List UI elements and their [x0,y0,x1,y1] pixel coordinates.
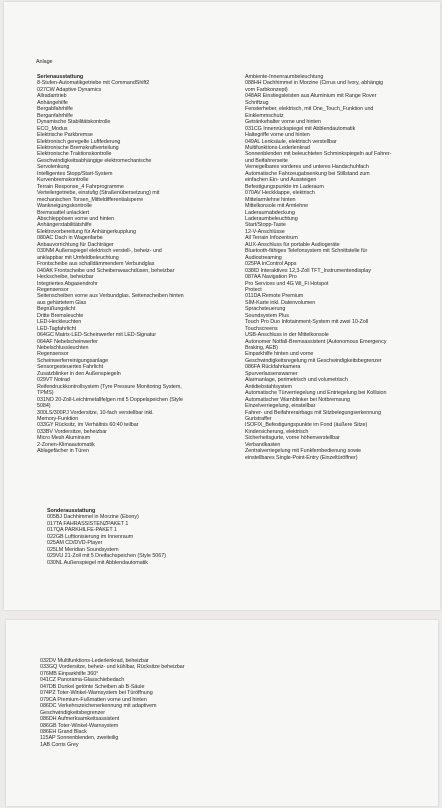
list-item: Bremssattel unlackiert [37,209,89,216]
list-item: 033BV Vordersitze, beheizbar [37,428,107,435]
list-item: Zusatzblinker in den Außenspiegeln [37,370,121,377]
list-item: 030NM Außenspiegel elektrisch verstell-, beheiz- und [37,248,162,255]
list-item: Laderaumabdeckung [245,209,295,216]
list-item: Anbauvorrichtung für Dachträger [37,241,114,248]
list-item: 8-Stufen-Automatikgetriebe mit CommandShift2 [37,80,150,87]
list-item: Haltegriffe vorne und hinten [245,132,310,139]
list-item: 1AB Corris Grey [40,741,79,748]
list-item: Ablagefächer in Türen [37,448,89,455]
list-item: ISOFIX_Befestigungspunkte im Fond (äußere Sitze) [245,422,368,429]
list-item: Verbandkasten [245,441,281,448]
list-item: 064GC Matrix-LED-Scheinwerfer mit LED-Signatur [37,332,157,339]
list-item: Pro Services und 4G Wi_Fi Hotspot [245,280,329,287]
list-item: Integriertes Abgasendrohr [37,280,98,287]
list-item: 017TA FAHRASSISTENZPAKET 1 [47,520,129,527]
list-item: 030NL Außenspiegel mit Abblendautomatik [47,559,148,566]
list-item: Geschwindigkeitsabhängige elektromechanische [37,157,152,164]
list-item: All Terrain Infozentrum [245,235,298,242]
list-item: Frontscheibe aus schalldämmendem Verbundglas [37,261,155,268]
list-item: Ambiente-Innenraumbeleuchtung [245,74,324,80]
list-item: einstellbares Single-Point-Entry (Einzeltüröffner) [245,454,358,461]
list-item: LED-Tagfahrlicht [37,325,77,332]
list-item: Berganfahrhilfe [37,112,73,119]
list-item: TPMS) [37,390,54,397]
list-item: Schriftzug [245,99,269,106]
list-item: 076MB Einparkhilfe 360° [40,670,99,677]
list-item: 2-Zonen-Klimaautomatik [37,441,95,448]
list-item: 086DH Aufmerksamkeitsassistent [40,716,120,723]
list-item: Servolenkung [37,164,70,171]
list-item: Alarmanlage, perimetrisch und volumetrisch [245,377,348,384]
list-item: Autonomer Notfall-Bremsassistent (Autonomous Emergency [245,338,387,345]
standard-equipment-list-right [245,74,435,461]
list-item: Heckscheibe, beheizbar [37,274,94,281]
list-item: Regensensor [37,286,69,293]
list-item: 041CZ Panorama-Glasschiebedach [40,677,125,684]
list-item: anklappbar mit Umfeldbeleuchtung [37,254,119,261]
list-item: Einparkhilfe hinten und vorne [245,351,314,358]
list-item: Bergabfahrhilfe [37,106,73,113]
list-item: 025PA InControl Apps [245,261,297,268]
list-item: Audiostreaming [245,254,282,261]
list-item: Soundsystem Plus [245,312,289,319]
list-item: Laderaumbeleuchtung [245,215,298,222]
list-item: mechanischen Torsen_Mitteldifferentialsperre [37,196,144,203]
list-item: Elektrovorbereitung für Anhängerkupplung [37,228,136,235]
list-item: 031CG Innenrückspiegel mit Abblendautomatik [245,125,356,132]
list-item: Touch Pro Duo Infotainment-System mit zwei 10-Zoll [245,319,369,326]
list-item: Multifunktions-Lederlenkrad [245,144,310,151]
list-item: Einklemmschutz [245,112,284,119]
list-item: Sprachsteuerung [245,306,286,313]
list-item: Automatische Türverriegelung und Entriegelung bei Kollision [245,390,387,397]
list-item: Wankneigungskontrolle [37,203,92,210]
list-item: 086GB Toter-Winkel-Warnsystem [40,722,119,729]
list-item: 087AA Navigation Pro [245,274,297,281]
list-item: Fensterheber, elektrisch, mit One_Touch_Funktion und [245,106,374,113]
list-item: ECO_Modus [37,125,68,132]
list-item: einfachen Ein- und Aussteigen [245,177,317,184]
list-item: Sonnenblenden mit beleuchteten Schminkspiegeln auf Fahrer- [245,151,392,158]
list-item: 300LS/300PJ Vordersitze, 10-fach verstellbar inkl. [37,409,154,416]
list-item: Mittelarmlehne hinten [245,196,296,203]
list-item: Abschleppösen vorne und hinten [37,215,115,222]
list-item: 022GB Luftionisierung im Innenraum [47,533,134,540]
standard-equipment-list-left [37,80,237,454]
list-item: Dynamische Stabilitätskontrolle [37,119,111,126]
list-item: SIM-Karte inkl. Datenvolumen [245,299,316,306]
list-item: Kurvenbremskontrolle [37,177,89,184]
optional-equipment-list-continued [40,658,280,748]
list-item: Protect [245,286,262,293]
list-item: 064AF Nebelscheinwerfer [37,338,98,345]
list-item: Automatischer Warnblinker bei Notbremsung [245,396,351,403]
list-item: 038ID Interaktives 12,3-Zoll TFT_Instrumentendisplay [245,267,371,274]
list-item: Antidiebstahlsystem [245,383,292,390]
list-item: 047DB Dunkel getönte Scheiben ab B-Säule [40,683,145,690]
list-item: Vernegelbares vorderes und unteres Handschuhfach [245,164,369,171]
list-item: aus gehärtetem Glas [37,299,87,306]
list-item: LED-Heckleuchten [37,319,82,326]
list-item: Anhängerstabilitätshilfe [37,222,92,229]
list-item: Mittelkonsole mit Armlehne [245,203,309,210]
list-item: Braking, AEB) [245,345,278,352]
list-item: 115AP Sonnenblenden, zweiteilig [40,735,119,742]
list-item: Kindersicherung, elektrisch [245,428,309,435]
list-item: 074PZ Toter-Winkel-Warnsystem bei Türöffnung [40,690,153,697]
list-item: 032DV Multifunktions-Lederlenkrad, beheizbar [40,658,149,664]
list-item: 048AR Einstiegsleisten aus Aluminium mit Range Rover [245,93,377,100]
list-item: Geschwindigkeitsregelung mit Geschwindigkeitsbegrenzer [245,357,382,364]
optional-equipment-heading: Sonderausstattung [47,508,96,514]
document-page-1 [4,2,440,610]
list-item: 005BJ Dachhimmel in Morzine (Ebony) [47,514,139,521]
optional-equipment-section [47,508,247,566]
annex-label: Anlage [36,59,53,65]
list-item: Seitenscheiben vorne aus Verbundglas. Seitenscheiben hinten [37,293,184,300]
list-item: 049AL Lenksäule, elektrisch verstellbar [245,138,337,145]
list-item: 088HH Dachhimmel in Morzine (Cirrus und Ivory, abhängig [245,80,383,87]
list-item: 025AM CD/DVD-Player [47,540,103,547]
list-item: 086EH Grand Black [40,728,87,735]
list-item: Allradantrieb [37,93,67,100]
list-item: 040AK Frontscheibe und Scheibenwaschdüsen, beheizbar [37,267,175,274]
list-item: 011DA Remote Premium [245,293,304,300]
list-item: vom Farbkonzept) [245,86,288,93]
list-item: 027CW Adaptive Dynamics [37,86,102,93]
list-item: Einzelverriegelung, einstellbar [245,403,316,410]
list-item: 033GY Rücksitz, im Verhältnis 60:40 teilbar [37,422,139,429]
list-item: Geschwindigkeitsbegrenzer [40,709,105,716]
list-item: Intelligentes Stopp/Start-System [37,170,113,177]
list-item: Elektronische Traktionskontrolle [37,151,112,158]
list-item: Fahrer- und Beifahrerairbags mit Sitzbelegungserkennung [245,409,381,416]
list-item: Elektrische Parkbremse [37,132,93,139]
standard-equipment-left-column [37,74,237,455]
list-item: Sensorgesteuertes Fahrlicht [37,364,104,371]
list-item: Gurtstraffer [245,416,272,423]
list-item: Micro Mesh Aluminium [37,435,91,442]
list-item: Scheinwerferreinigungsanlage [37,357,109,364]
list-item: 025LM Meridian Soundsystem [47,546,119,553]
list-item: Verteilergetriebe, einstufig (Straßenübersetzung) mit [37,190,160,197]
list-item: Befestigungspunkte im Laderaum [245,183,324,190]
list-item: 070AV Heckklappe, elektrisch [245,190,315,197]
list-item: 029VU 21-Zoll mit 5 Dreifachspeichen (Style 5067) [47,553,166,560]
list-item: 031NO 20-Zoll-Leichtmetallfelgen mit 5 Doppelspeichen (Style [37,396,183,403]
list-item: Bluetooth-fähiges Telefonsystem mit Schnittstelle für [245,248,368,255]
list-item: 029VT Notrad [37,377,70,384]
list-item: 079CA Premium-Fußmatten vorne und hinten [40,696,147,703]
list-item: USB-Anschluss in der Mittelkonsole [245,332,329,339]
list-item: Anhängehilfe [37,99,68,106]
list-item: Touchscreens [245,325,278,332]
list-item: 086FA Rückfahrkamera [245,364,301,371]
list-item: 033GQ Vordersitze, beheiz- und kühlbar, Rücksitze beheizbar [40,664,185,671]
list-item: Nebelschlussleuchten [37,345,89,352]
list-item: Reifendruckkontrollsystem (Tyre Pressure Monitoring System, [37,383,182,390]
list-item: Memory-Funktion [37,416,79,423]
list-item: Getränkehalter vorne und hinten [245,119,321,126]
list-item: Start/Stopp-Taste [245,222,286,229]
list-item: und Beifahrerseite [245,157,288,164]
list-item: Sicherheitsgurte, vorne höhenverstellbar [245,435,340,442]
list-item: Begrüßungslicht [37,306,76,313]
list-item: 080AC Dach in Wagenfarbe [37,235,103,242]
optional-equipment-list [47,514,247,566]
list-item: AUX-Anschluss für portable Audiogeräte [245,241,340,248]
standard-equipment-right-column [245,74,435,461]
list-item: 086DC Verkehrszeichenerkennung mit adaptivem [40,703,157,710]
list-item: 12-V-Anschlüsse [245,228,285,235]
list-item: Elektronische Bremskraftverteilung [37,144,119,151]
standard-equipment-heading: Serienausstattung [37,74,84,80]
list-item: Regensensor [37,351,69,358]
list-item: Zentralverriegelung mit Funkfernbedienung sowie [245,448,362,455]
list-item: Elektronisch geregelte Luftfederung [37,138,121,145]
list-item: 5084) [37,403,51,410]
list-item: Automatische Fahrzeugabsenkung bei Stillstand zum [245,170,370,177]
list-item: Dritte Bremsleuchte [37,312,84,319]
document-page-2 [6,620,438,806]
list-item: Spurverlassenswarner [245,370,298,377]
list-item: 017QA PARKHILFE-PAKET 1 [47,527,117,534]
list-item: Terrain Response_4 Fahrprogramme [37,183,124,190]
